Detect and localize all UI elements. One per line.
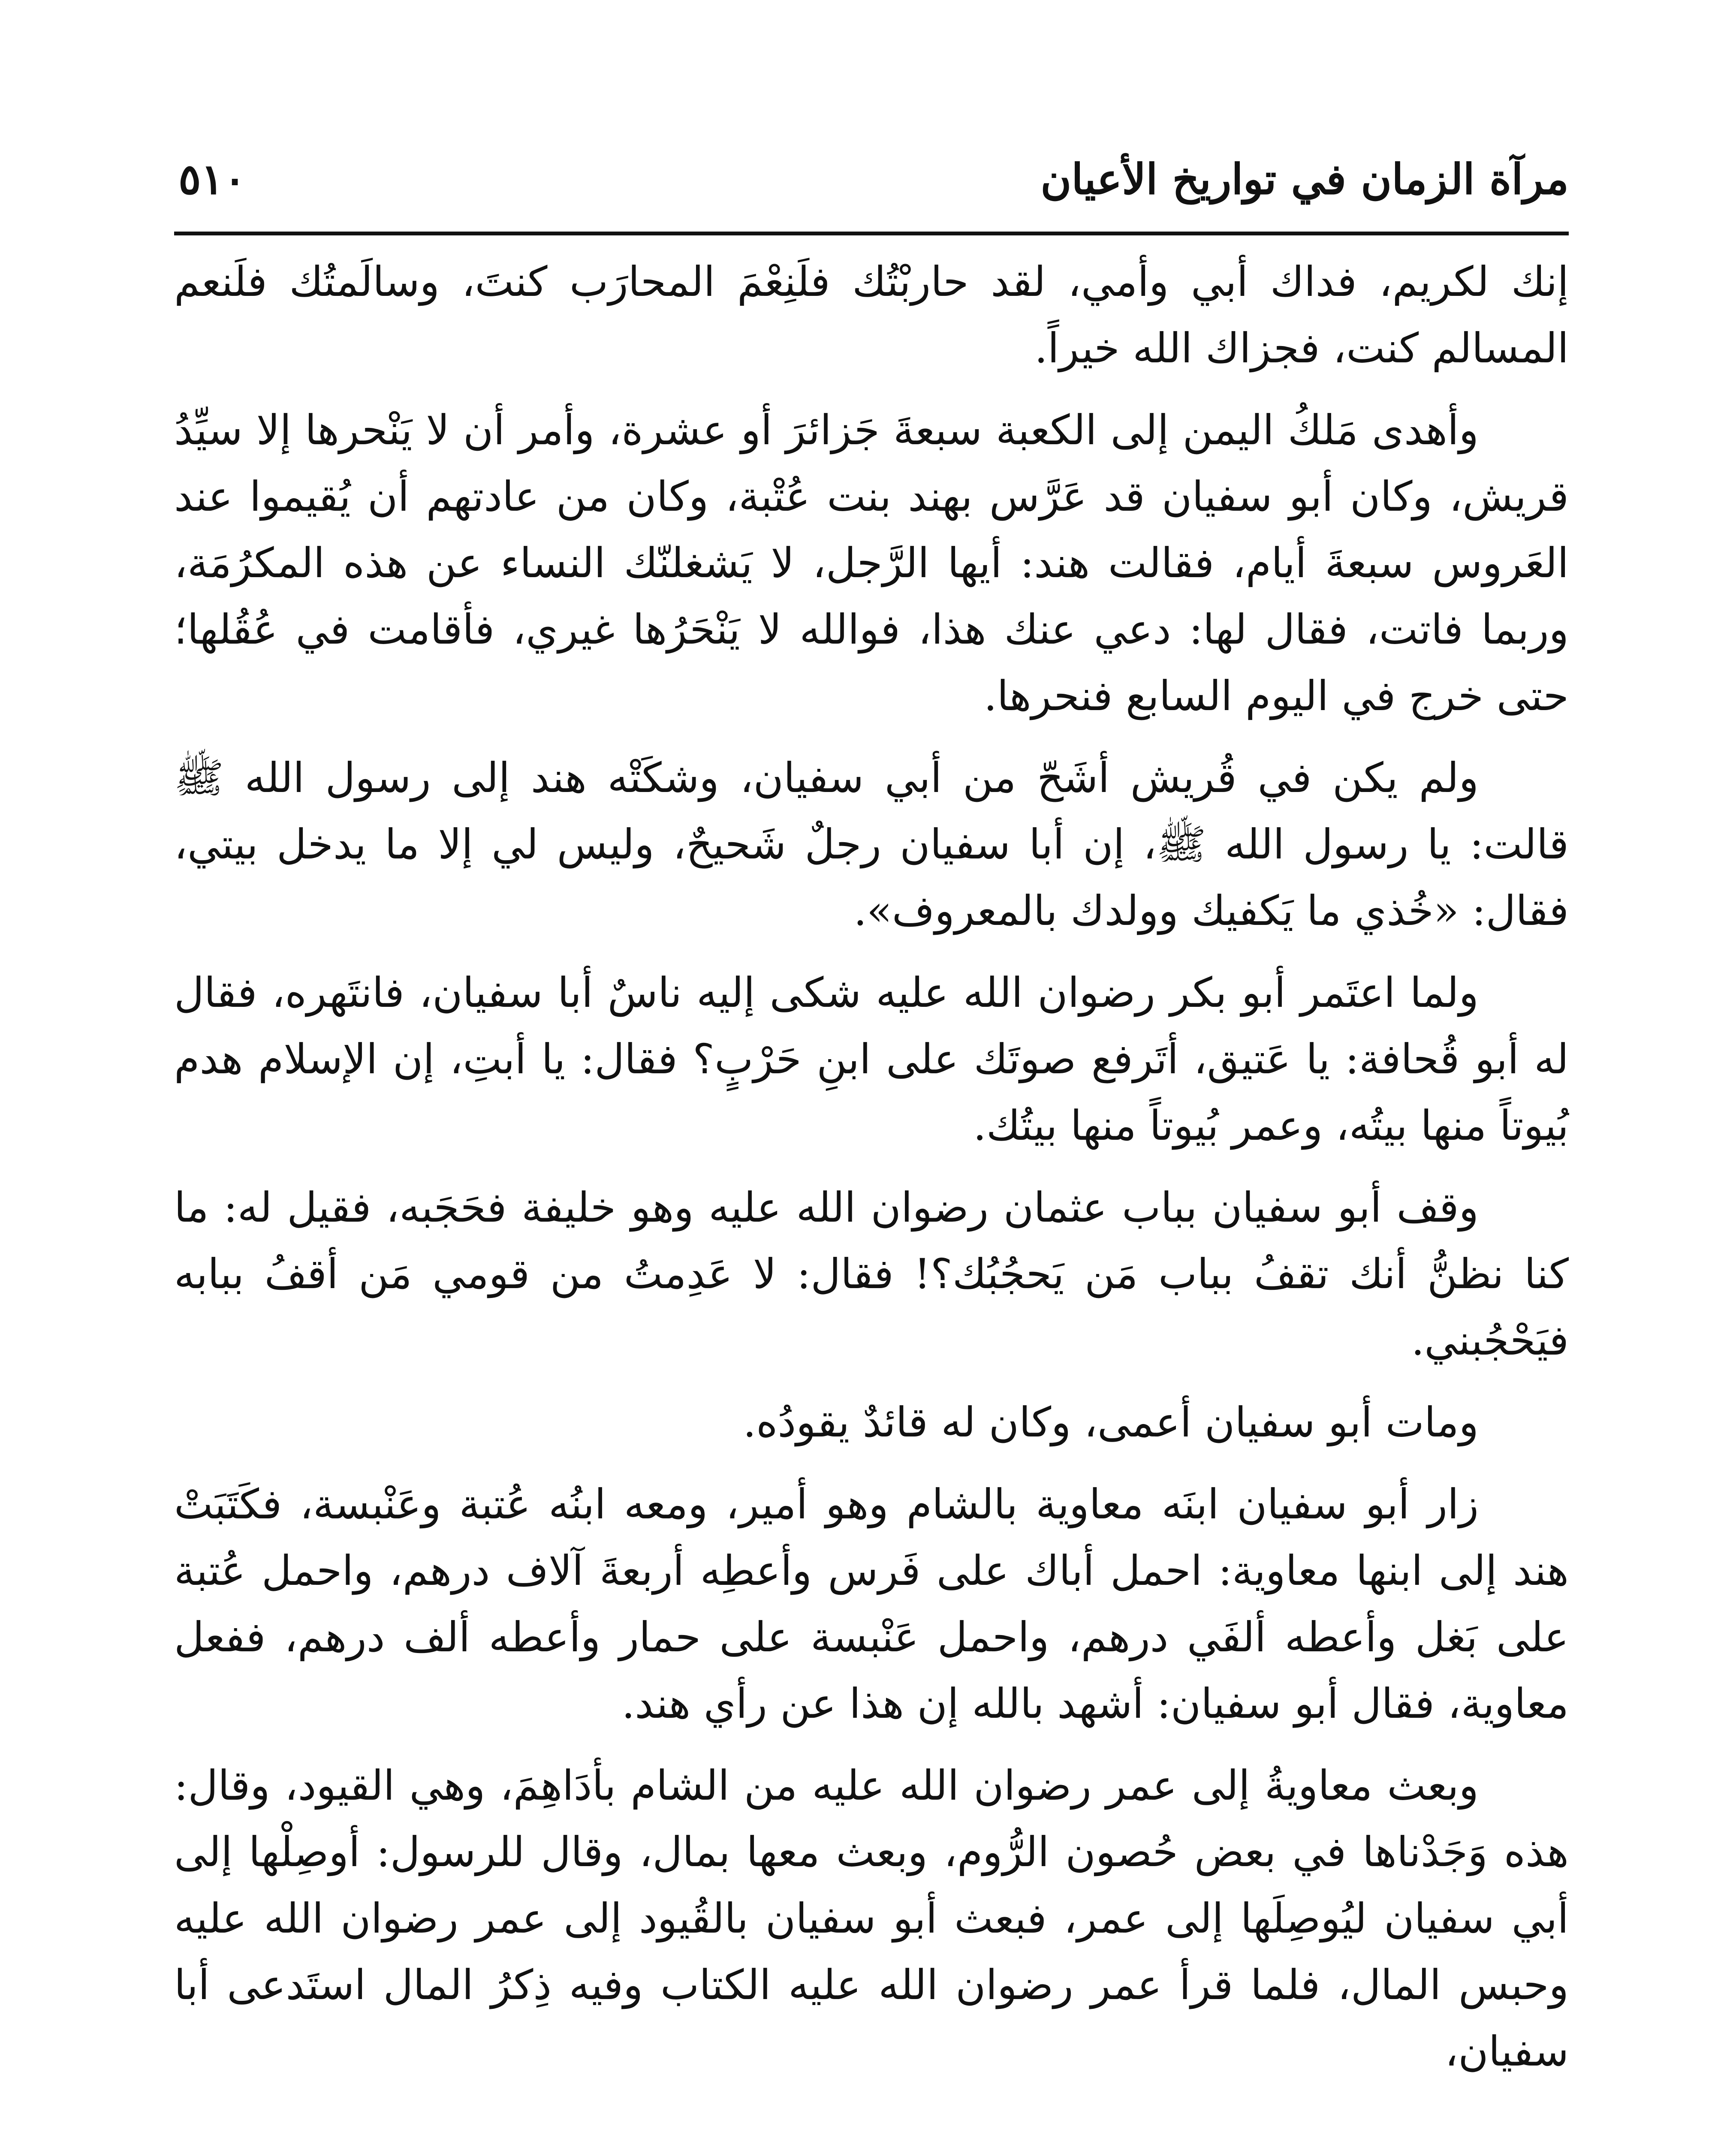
paragraph: وأهدى مَلكُ اليمن إلى الكعبة سبعةَ جَزائرَ أو عشرة، وأمر أن لا يَنْحرها إلا سيِّدُ قريش، وكان أبو سفيان قد عَرَّس بهند بنت عُتْبة، وكان من عادتهم أن يُقيموا عند العَروس سبعةَ أيام، فقالت هند: أيها الرَّجل، لا يَشغلنّك النساء عن هذه المكرُمَة، وربما فاتت، فقال لها: دعي عنك هذا، فوالله لا يَنْحَرُها غيري، فأقامت في عُقُلها؛ حتى خرج في اليوم السابع فنحرها. — [174, 406, 1569, 720]
paragraph: ومات أبو سفيان أعمى، وكان له قائدٌ يقودُه. — [743, 1398, 1479, 1446]
page-header — [174, 142, 1569, 214]
header-rule — [174, 232, 1569, 235]
page-number: ٥١٠ — [178, 155, 246, 204]
paragraph: ولما اعتَمر أبو بكر رضوان الله عليه شكى إليه ناسٌ أبا سفيان، فانتَهره، فقال له أبو قُحافة: يا عَتيق، أتَرفع صوتَك على ابنِ حَرْبٍ؟ فقال: يا أبتِ، إن الإسلام هدم بُيوتاً منها بيتُه، وعمر بُيوتاً منها بيتُك. — [174, 969, 1569, 1150]
running-title: مرآة الزمان في تواريخ الأعيان — [1040, 155, 1569, 204]
paragraph: إنك لكريم، فداك أبي وأمي، لقد حاربْتُك فلَنِعْمَ المحارَب كنتَ، وسالَمتُك فلَنعم المسالم كنت، فجزاك الله خيراً. — [174, 258, 1569, 372]
paragraph: ولم يكن في قُريش أشَحّ من أبي سفيان، وشكَتْه هند إلى رسول الله ﷺ قالت: يا رسول الله ﷺ، إن أبا سفيان رجلٌ شَحيحٌ، وليس لي إلا ما يدخل بيتي، فقال: «خُذي ما يَكفيك وولدك بالمعروف». — [174, 754, 1569, 935]
paragraph: وقف أبو سفيان بباب عثمان رضوان الله عليه وهو خليفة فحَجَبه، فقيل له: ما كنا نظنُّ أنك تقفُ بباب مَن يَحجُبُك؟! فقال: لا عَدِمتُ من قومي مَن أقفُ ببابه فيَحْجُبني. — [174, 1183, 1569, 1364]
page-body — [174, 249, 1569, 2100]
paragraph: وبعث معاويةُ إلى عمر رضوان الله عليه من الشام بأدَاهِمَ، وهي القيود، وقال: هذه وَجَدْناها في بعض حُصون الرُّوم، وبعث معها بمال، وقال للرسول: أوصِلْها إلى أبي سفيان ليُوصِلَها إلى عمر، فبعث أبو سفيان بالقُيود إلى عمر رضوان الله عليه وحبس المال، فلما قرأ عمر رضوان الله عليه الكتاب وفيه ذِكرُ المال استَدعى أبا سفيان، — [174, 1762, 1569, 2075]
paragraph: زار أبو سفيان ابنَه معاوية بالشام وهو أمير، ومعه ابنُه عُتبة وعَنْبسة، فكَتَبَتْ هند إلى ابنها معاوية: احمل أباك على فَرس وأعطِه أربعةَ آلاف درهم، واحمل عُتبة على بَغل وأعطه ألفَي درهم، واحمل عَنْبسة على حمار وأعطه ألف درهم، ففعل معاوية، فقال أبو سفيان: أشهد بالله إن هذا عن رأي هند. — [174, 1480, 1569, 1728]
